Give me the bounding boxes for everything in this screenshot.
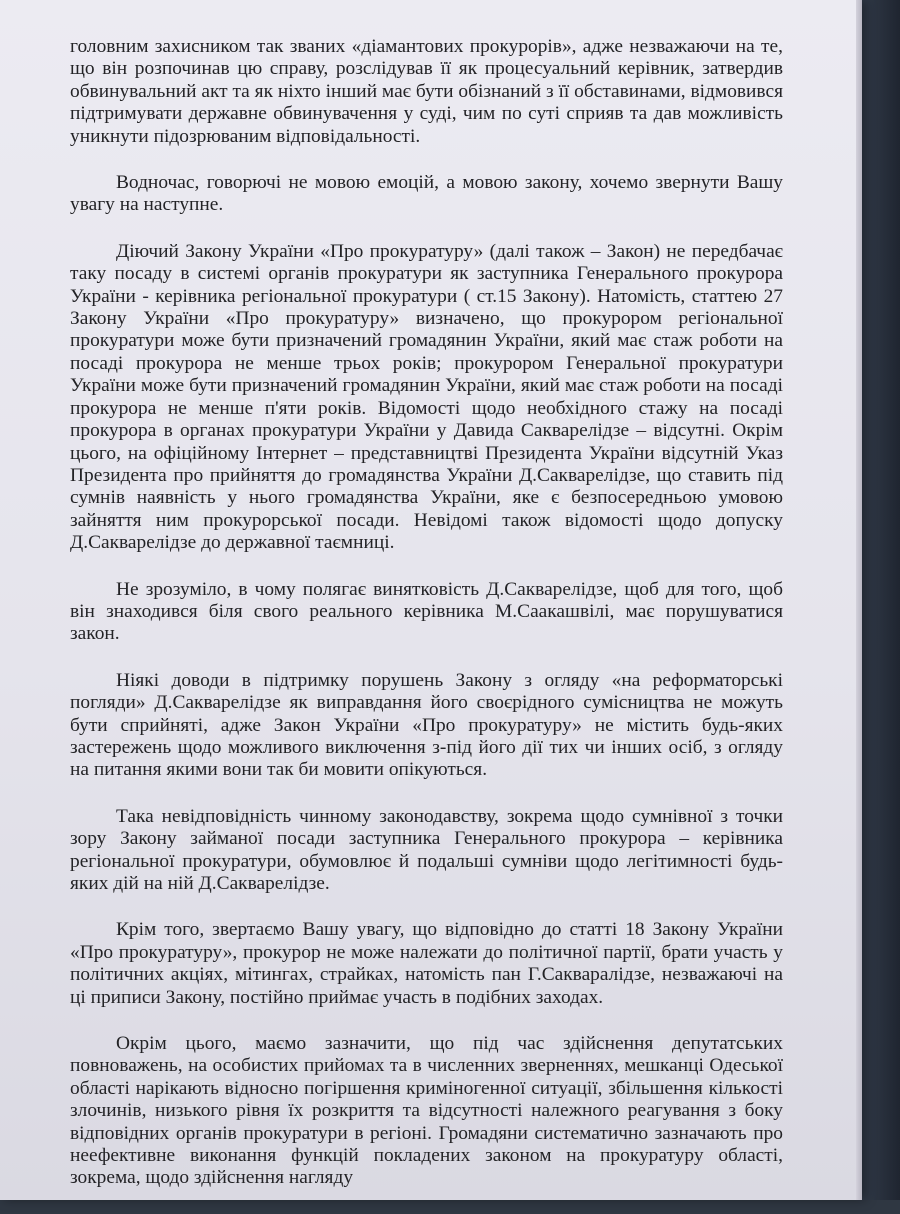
paragraph-6: Така невідповідність чинному законодавству, зокрема щодо сумнівної з точки зору Закону займаної посади заступника Генерального прокурора – керівника регіональної прокуратури, обумовлює й подальші сумніви щодо легітимності будь-яких дій на ній Д.Сакварелідзе. [70,805,783,894]
document-body [70,36,783,1214]
paragraph-2: Водночас, говорючі не мовою емоцій, а мовою закону, хочемо звернути Вашу увагу на наступне. [70,172,783,216]
page-edge [856,0,862,1200]
paragraph-5: Ніякі доводи в підтримку порушень Закону з огляду «на реформаторські погляди» Д.Сакварелідзе як виправдання його своєрідного сумісництва не можуть бути сприйняті, адже Закон України «Про прокуратуру» не містить будь-яких застережень щодо можливого виключення з-під його дії тих чи інших осіб, з огляду на питання якими вони так би мовити опікуються. [70,669,783,781]
paragraph-1: головним захисником так званих «діамантових прокурорів», адже незважаючи на те, що він розпочинав цю справу, розслідував її як процесуальний керівник, затвердив обвинувальний акт та як ніхто інший має бути обізнаний з її обставинами, відмовився підтримувати державне обвинувачення у суді, чим по суті сприяв та дав можливість уникнути підозрюваним відповідальності. [70,36,783,147]
paragraph-8: Окрім цього, маємо зазначити, що під час здійснення депутатських повноважень, на особистих прийомах та в численних зверненнях, мешканці Одеської області нарікають відносно погіршення криміногенної ситуації, збільшення кількості злочинів, низького рівня їх розкриття та відсутності належного реагування з боку відповідних органів прокуратури в регіоні. Громадяни систематично зазначають про неефективне виконання функцій покладених законом на прокуратуру області, зокрема, щодо здійснення нагляду [70,1033,783,1189]
paragraph-3: Діючий Закону України «Про прокуратуру» (далі також – Закон) не передбачає таку посаду в системі органів прокуратури як заступника Генерального прокурора України - керівника регіональної прокуратури ( ст.15 Закону). Натомість, статтею 27 Закону України «Про прокуратуру» визначено, що прокурором регіональної прокуратури може бути призначений громадянин України, який має стаж роботи на посаді прокурора не менше трьох років; прокурором Генеральної прокуратури України може бути призначений громадянин України, який має стаж роботи на посаді прокурора не менше п'яти років. Відомості щодо необхідного стажу на посаді прокурора в органах прокуратури України у Давида Сакварелідзе – відсутні. Окрім цього, на офіційному Інтернет – представництві Президента України відсутній Указ Президента про прийняття до громадянства України Д.Сакварелідзе, що ставить під сумнів наявність у нього громадянства України, яке є безпосередньою умовою зайняття ним прокурорської посади. Невідомі також відомості щодо допуску Д.Сакварелідзе до державної таємниці. [70,240,783,554]
paragraph-7: Крім того, звертаємо Вашу увагу, що відповідно до статті 18 Закону України «Про прокуратуру», прокурор не може належати до політичної партії, брати участь у політичних акціях, мітингах, страйках, натомість пан Г.Сакваралідзе, незважаючі на ці приписи Закону, постійно приймає участь в подібних заходах. [70,919,783,1008]
paragraph-4: Не зрозуміло, в чому полягає винятковість Д.Сакварелідзе, щоб для того, щоб він знаходився біля свого реального керівника М.Саакашвілі, має порушуватися закон. [70,578,783,645]
